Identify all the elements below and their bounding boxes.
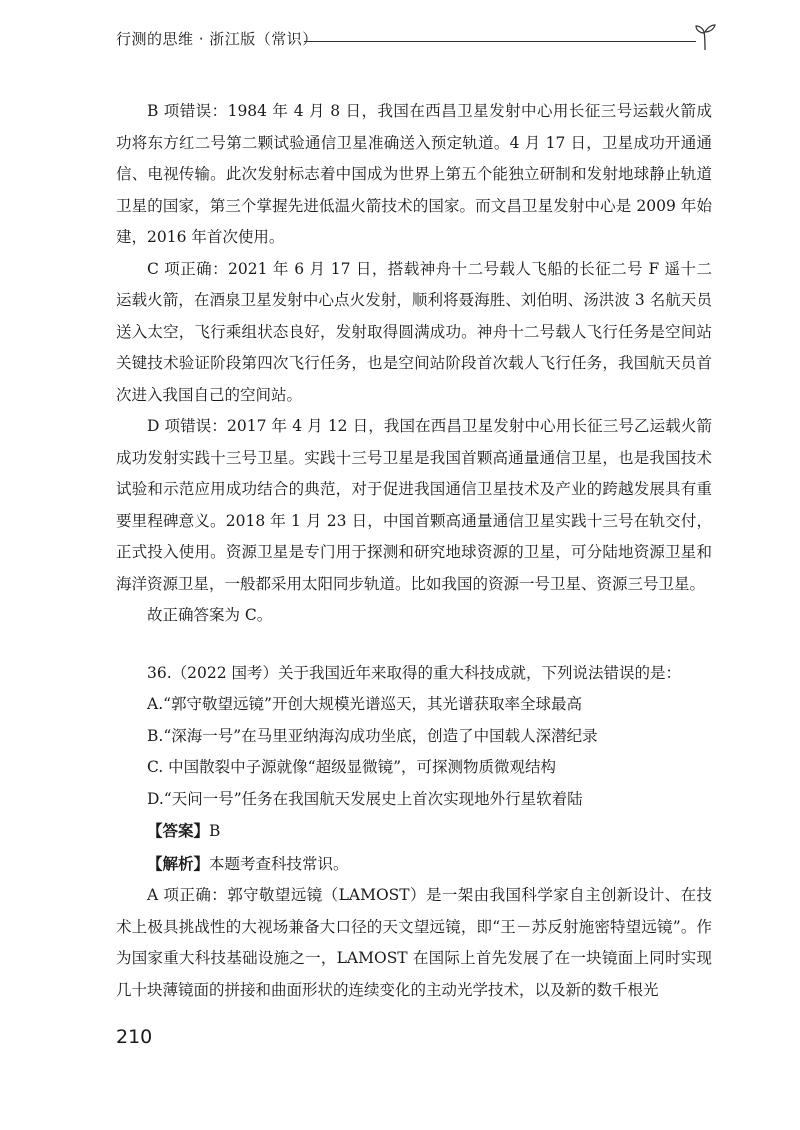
analysis-line	[116, 848, 712, 881]
answer-line	[116, 815, 712, 848]
question-stem: 36.（2022 国考）关于我国近年来取得的重大科技成就，下列说法错误的是：	[147, 663, 682, 682]
paragraph-conclusion: 故正确答案为 C。	[147, 606, 273, 624]
analysis-text: 本题考查科技常识。	[209, 854, 349, 873]
option-c: C. 中国散裂中子源就像“超级显微镜”，可探测物质微观结构	[147, 758, 557, 776]
analysis-option-a: A 项正确：郭守敬望远镜（LAMOST）是一架由我国科学家自主创新设计、在技术上极具挑战性的大视场兼备大口径的天文望远镜，即“王－苏反射施密特望远镜”。作为国家重大科技基础设施之一，LAMOST 在国际上首先发展了在一块镜面上同时实现几十块薄镜面的拼接和曲面形状的连续变化的主动光学技术，以及新的数千根光	[116, 886, 712, 999]
header-rule	[304, 41, 696, 42]
paragraph-d-wrong: D 项错误：2017 年 4 月 12 日，我国在西昌卫星发射中心用长征三号乙运载火箭成功发射实践十三号卫星。实践十三号卫星是我国首颗高通量通信卫星，也是我国技术试验和示范应用成功结合的典范，对于促进我国通信卫星技术及产业的跨越发展具有重要里程碑意义。2018 年 1 月 23 日，中国首颗高通量通信卫星实践十三号在轨交付，正式投入使用。资源卫星是专门用于探测和研究地球资源的卫星，可分陆地资源卫星和海洋资源卫星，一般都采用太阳同步轨道。比如我国的资源一号卫星、资源三号卫星。	[116, 417, 712, 593]
paragraph-c-correct: C 项正确：2021 年 6 月 17 日，搭载神舟十二号载人飞船的长征二号 F 遥十二运载火箭，在酒泉卫星发射中心点火发射，顺利将聂海胜、刘伯明、汤洪波 3 名航天员送入太空，飞行乘组状态良好，发射取得圆满成功。神舟十二号载人飞行任务是空间站关键技术验证阶段第四次飞行任务，也是空间站阶段首次载人飞行任务，我国航天员首次进入我国自己的空间站。	[116, 259, 712, 404]
paragraph-b-wrong: B 项错误：1984 年 4 月 8 日，我国在西昌卫星发射中心用长征三号运载火箭成功将东方红二号第二颗试验通信卫星准确送入预定轨道。4 月 17 日，卫星成功开通通信、电视传输。此次发射标志着中国成为世界上第五个能独立研制和发射地球静止轨道卫星的国家，第三个掌握先进低温火箭技术的国家。而文昌卫星发射中心是 2009 年始建，2016 年首次使用。	[116, 102, 712, 246]
section-gap	[116, 632, 712, 658]
page-content	[116, 96, 712, 1006]
option-b: B.“深海一号”在马里亚纳海沟成功坐底，创造了中国载人深潜纪录	[147, 726, 598, 745]
answer-label: 【答案】	[147, 821, 210, 840]
answer-value: B	[209, 822, 221, 840]
analysis-label: 【解析】	[147, 853, 210, 873]
running-header	[116, 22, 716, 52]
header-title: 行测的思维 · 浙江版（常识）	[116, 30, 318, 48]
option-d: D.“天问一号”任务在我国航天发展史上首次实现地外行星软着陆	[147, 789, 583, 808]
option-a: A.“郭守敬望远镜”开创大规模光谱巡天，其光谱获取率全球最高	[147, 695, 582, 713]
page-number: 210	[116, 1026, 153, 1048]
sprout-icon	[694, 22, 716, 52]
